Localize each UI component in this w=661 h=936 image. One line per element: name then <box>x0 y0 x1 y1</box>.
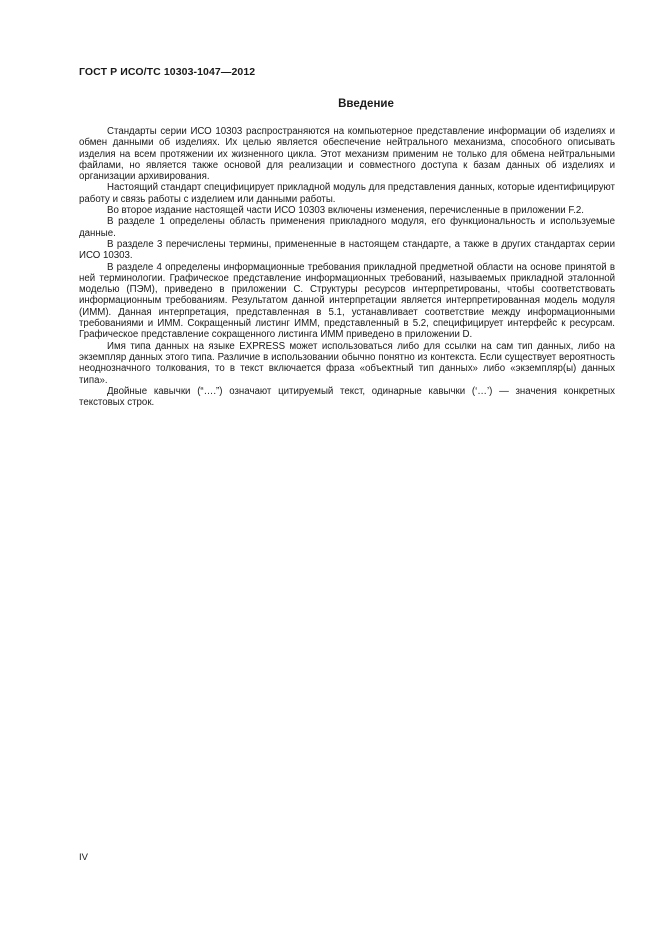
paragraph: Во второе издание настоящей части ИСО 10303 включены изменения, перечисленные в приложении F.2. <box>107 205 584 217</box>
paragraph: В разделе 3 перечислены термины, примененные в настоящем стандарте, а также в других стандартах серии ИСО 10303. <box>79 238 615 262</box>
paragraph: В разделе 4 определены информационные требования прикладной предметной области на основе принятой в ней терминологии. Графическое представление информационных требований, называемых прикладной эталонной моделью (ПЭМ), приведено в приложении С. Структуры ресурсов интерпретированы, чтобы соответствовать информационным требованиям. Результатом данной интерпретации является интерпретированная модель модуля (ИММ). Данная интерпретация, представленная в 5.1, устанавливает соответствие между информационными требованиями и ИММ. Сокращенный листинг ИММ, представленный в 5.2, специфицирует интерфейс к ресурсам. Графическое представление сокращенного листинга ИММ приведено в приложении D. <box>79 261 615 341</box>
paragraph: Стандарты серии ИСО 10303 распространяются на компьютерное представление информации об изделиях и обмен данными об изделиях. Их целью является обеспечение нейтрального механизма, способного описывать изделия на всем протяжении их жизненного цикла. Этот механизм применим не только для обмена нейтральными файлами, но является также основой для реализации и совместного доступа к базам данных об изделиях и организации архивирования. <box>79 126 615 183</box>
paragraph: Двойные кавычки (“….”) означают цитируемый текст, одинарные кавычки (‘…’) — значения конкретных текстовых строк. <box>79 385 615 409</box>
paragraph: В разделе 1 определены область применения прикладного модуля, его функциональность и используемые данные. <box>79 216 615 239</box>
body-text <box>79 126 615 408</box>
page-number: IV <box>79 852 88 863</box>
section-title: Введение <box>338 98 394 110</box>
document-code-header: ГОСТ Р ИСО/ТС 10303-1047—2012 <box>79 66 256 78</box>
paragraph: Имя типа данных на языке EXPRESS может использоваться либо для ссылки на сам тип данных, либо на экземпляр данных этого типа. Различие в использовании обычно понятно из контекста. Если существует вероятность неоднозначного толкования, то в текст включается фраза «объектный тип данных» либо «экземпляр(ы) данных типа». <box>79 340 615 386</box>
paragraph: Настоящий стандарт специфицирует прикладной модуль для представления данных, которые идентифицируют работу и связь работы с изделием или данными работы. <box>79 182 615 205</box>
